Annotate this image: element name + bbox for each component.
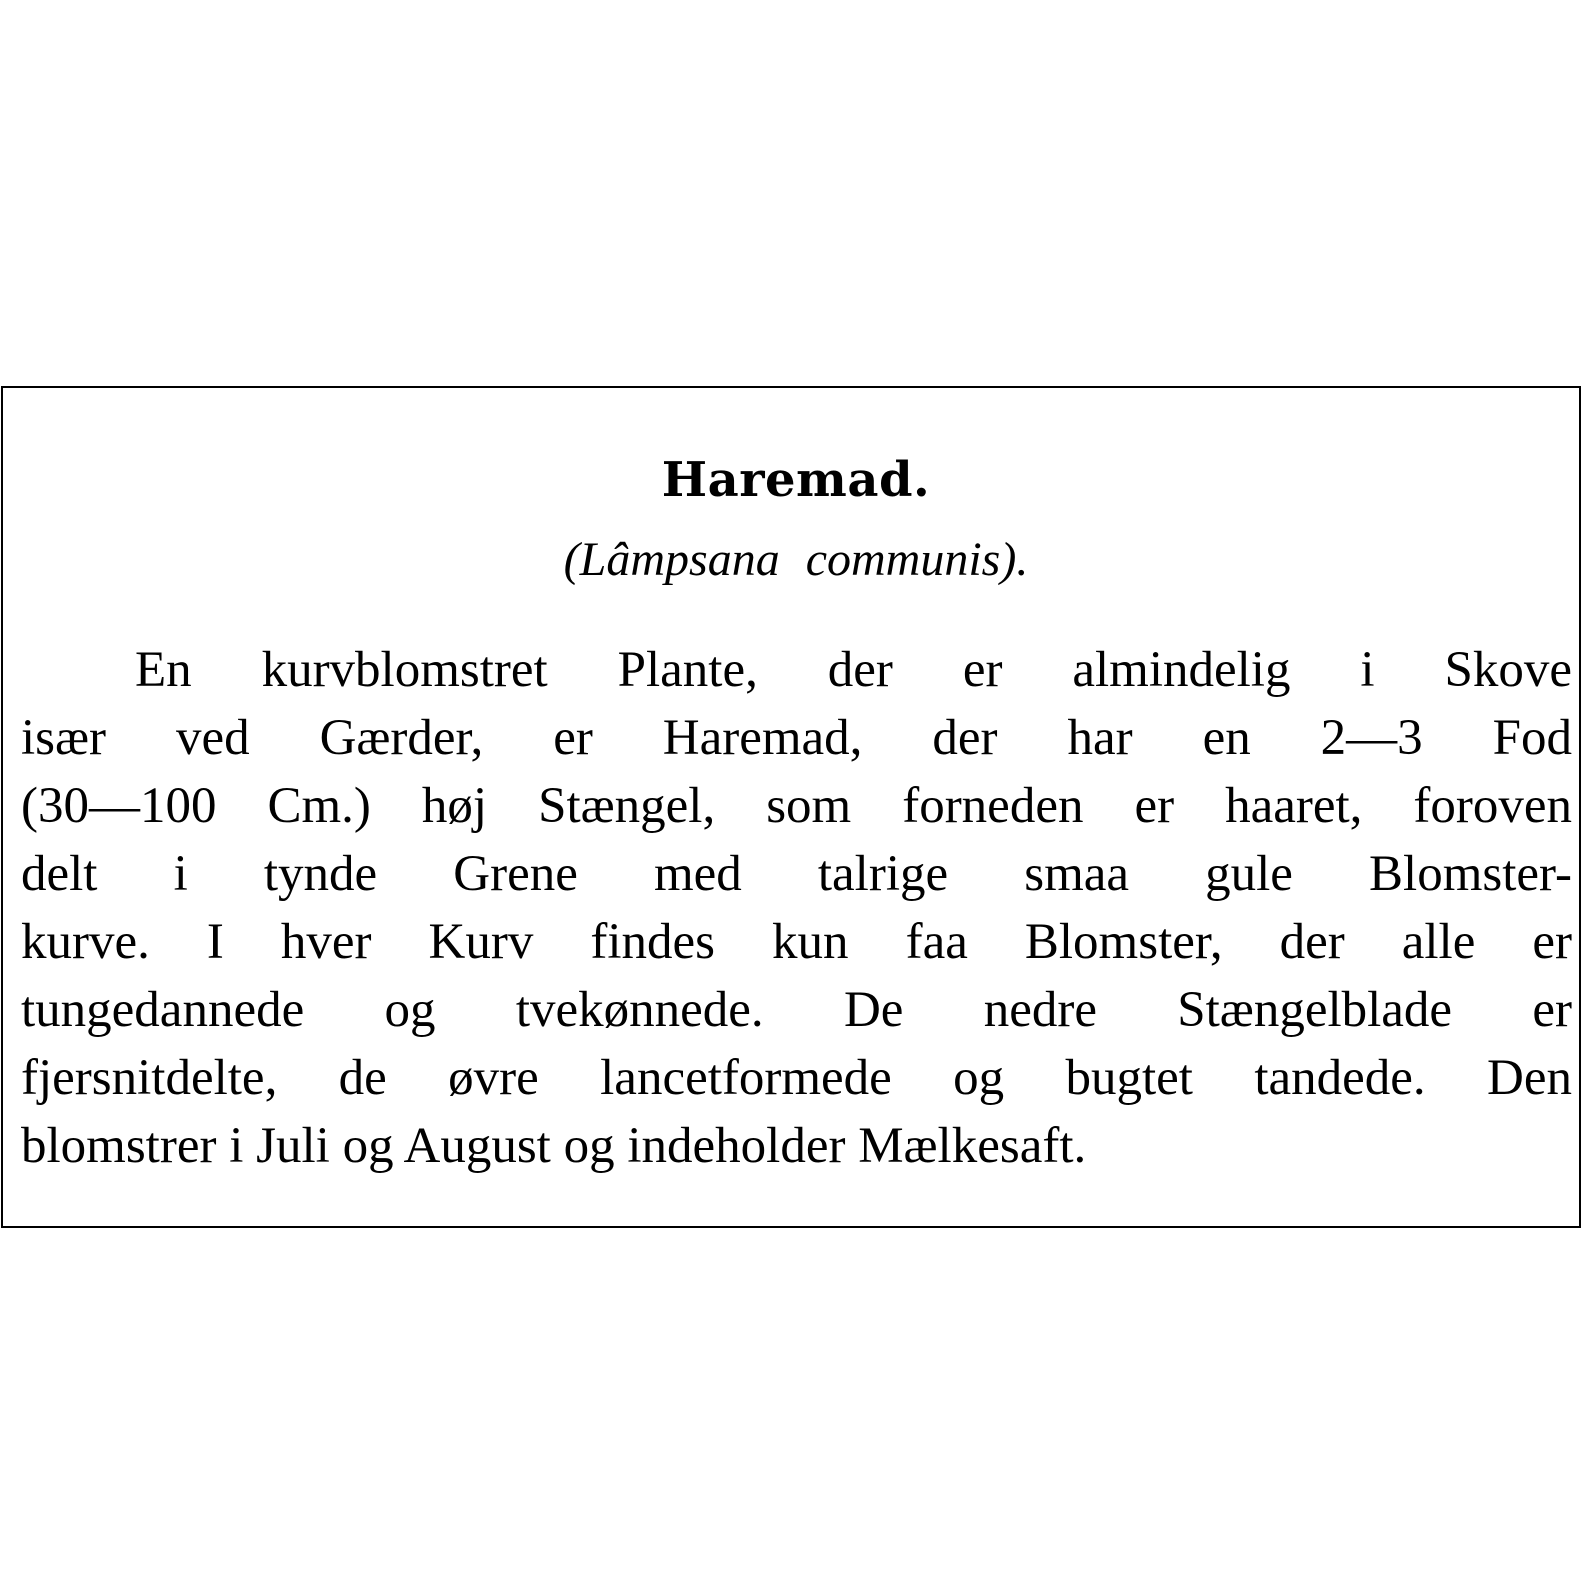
text-box-frame xyxy=(1,386,1581,1228)
entry-title: Haremad. xyxy=(661,452,931,508)
paragraph-line-1: En kurvblomstret Plante, der er almindelig i Skove xyxy=(135,642,1572,698)
latin-name: (Lâmpsana communis). xyxy=(563,533,1029,586)
paragraph-line-8: blomstrer i Juli og August og indeholder Mælkesaft. xyxy=(21,1118,1087,1174)
paragraph-line-7: fjersnitdelte, de øvre lancetformede og bugtet tandede. Den xyxy=(21,1050,1572,1106)
paragraph-line-3: (30—100 Cm.) høj Stængel, som forneden er haaret, foroven xyxy=(21,778,1572,834)
description-paragraph xyxy=(21,636,1572,1180)
paragraph-line-4: delt i tynde Grene med talrige smaa gule Blomster- xyxy=(21,846,1572,902)
paragraph-line-5: kurve. I hver Kurv findes kun faa Blomster, der alle er xyxy=(21,914,1572,970)
paragraph-line-2: især ved Gærder, er Haremad, der har en 2—3 Fod xyxy=(21,710,1572,766)
paragraph-line-6: tungedannede og tvekønnede. De nedre Stængelblade er xyxy=(21,982,1572,1038)
